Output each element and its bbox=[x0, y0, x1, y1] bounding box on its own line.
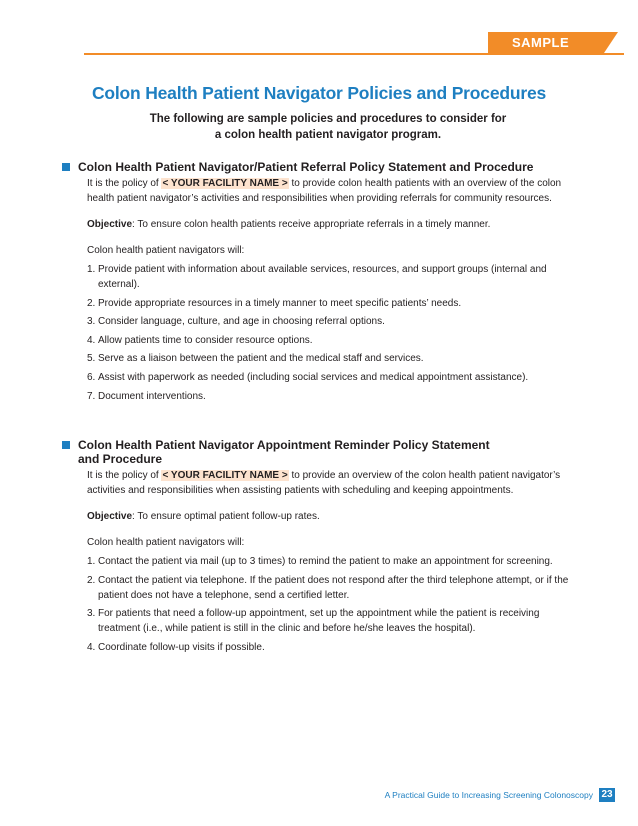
steps-list bbox=[87, 262, 582, 404]
list-number: 4. bbox=[87, 334, 96, 346]
page-title: Colon Health Patient Navigator Policies and Procedures bbox=[91, 83, 547, 103]
objective bbox=[87, 509, 582, 524]
square-bullet-icon bbox=[62, 163, 70, 171]
objective-label: Objective bbox=[87, 511, 133, 522]
page-number: 23 bbox=[599, 788, 615, 802]
section-body bbox=[62, 176, 582, 404]
section-referral-policy bbox=[62, 160, 582, 407]
section-appointment-reminder-policy bbox=[62, 438, 582, 658]
steps-list bbox=[87, 554, 582, 655]
list-text: Assist with paperwork as needed (including social services and medical appointment assistance). bbox=[98, 371, 529, 383]
section-heading-line-2: and Procedure bbox=[78, 452, 163, 466]
facility-name-placeholder: < YOUR FACILITY NAME > bbox=[162, 470, 288, 481]
list-item bbox=[87, 573, 582, 603]
list-number: 4. bbox=[87, 641, 96, 653]
subtitle-line-2: a colon health patient navigator program. bbox=[214, 129, 442, 141]
list-number: 3. bbox=[87, 316, 96, 328]
objective bbox=[87, 217, 582, 232]
steps-intro: Colon health patient navigators will: bbox=[87, 245, 245, 256]
list-item bbox=[87, 606, 582, 636]
section-body bbox=[62, 468, 582, 655]
policy-statement bbox=[87, 468, 582, 498]
section-heading-line-1: Colon Health Patient Navigator Appointment Reminder Policy Statement bbox=[78, 438, 490, 452]
objective-label: Objective bbox=[87, 219, 133, 230]
objective-text: : To ensure optimal patient follow-up rates. bbox=[132, 511, 320, 522]
list-number: 1. bbox=[87, 556, 96, 567]
policy-statement bbox=[87, 176, 582, 206]
header-rule bbox=[84, 53, 624, 55]
list-item bbox=[87, 262, 582, 292]
page-subtitle bbox=[0, 111, 638, 143]
list-item bbox=[87, 640, 582, 655]
footer-title: A Practical Guide to Increasing Screening Colonoscopy bbox=[384, 790, 593, 800]
subtitle-line-1: The following are sample policies and procedures to consider for bbox=[149, 113, 507, 125]
list-text: For patients that need a follow-up appointment, set up the appointment while the patient is receiving treatment (i.e., while patient is still in the clinic and before he/she leaves the hospital). bbox=[98, 608, 540, 635]
list-text: Contact the patient via mail (up to 3 times) to remind the patient to make an appointment for screening. bbox=[98, 556, 553, 567]
list-item bbox=[87, 296, 582, 311]
square-bullet-icon bbox=[62, 441, 70, 449]
list-text: Contact the patient via telephone. If the patient does not respond after the third telephone attempt, or if the patient does not have a telephone, send a certified letter. bbox=[98, 574, 569, 601]
list-number: 2. bbox=[87, 574, 96, 586]
section-heading-text: Colon Health Patient Navigator/Patient Referral Policy Statement and Procedure bbox=[78, 160, 534, 174]
list-item bbox=[87, 351, 582, 366]
policy-prefix: It is the policy of bbox=[87, 178, 159, 189]
list-number: 6. bbox=[87, 371, 96, 383]
list-number: 5. bbox=[87, 353, 96, 365]
facility-name-placeholder: < YOUR FACILITY NAME > bbox=[162, 178, 288, 189]
list-item bbox=[87, 333, 582, 348]
page-footer bbox=[385, 787, 615, 803]
policy-suffix: to provide an overview of the colon health patient navigator’s activities and responsibilities when assisting patients with scheduling and keeping appointments. bbox=[87, 470, 561, 496]
objective-text: : To ensure colon health patients receive appropriate referrals in a timely manner. bbox=[132, 219, 491, 230]
list-text: Coordinate follow-up visits if possible. bbox=[98, 641, 265, 653]
policy-suffix: to provide colon health patients with an overview of the colon health patient navigator’s activities and responsibilities when providing referrals for community resources. bbox=[87, 178, 562, 204]
section-heading bbox=[62, 438, 582, 466]
list-text: Serve as a liaison between the patient and the medical staff and services. bbox=[98, 353, 424, 365]
list-item bbox=[87, 554, 582, 569]
list-text: Provide patient with information about available services, resources, and support groups (internal and external). bbox=[98, 264, 547, 290]
list-number: 3. bbox=[87, 608, 96, 620]
list-text: Provide appropriate resources in a timely manner to meet specific patients’ needs. bbox=[98, 297, 462, 309]
list-item bbox=[87, 370, 582, 385]
list-item bbox=[87, 314, 582, 329]
sample-tab: SAMPLE bbox=[488, 32, 604, 53]
list-number: 7. bbox=[87, 390, 96, 402]
list-item bbox=[87, 389, 582, 404]
steps-intro: Colon health patient navigators will: bbox=[87, 537, 245, 548]
list-number: 1. bbox=[87, 264, 96, 275]
section-heading bbox=[62, 160, 582, 174]
list-text: Allow patients time to consider resource options. bbox=[98, 334, 313, 346]
list-number: 2. bbox=[87, 297, 96, 309]
list-text: Document interventions. bbox=[98, 390, 206, 402]
policy-prefix: It is the policy of bbox=[87, 470, 159, 481]
list-text: Consider language, culture, and age in choosing referral options. bbox=[98, 316, 385, 328]
